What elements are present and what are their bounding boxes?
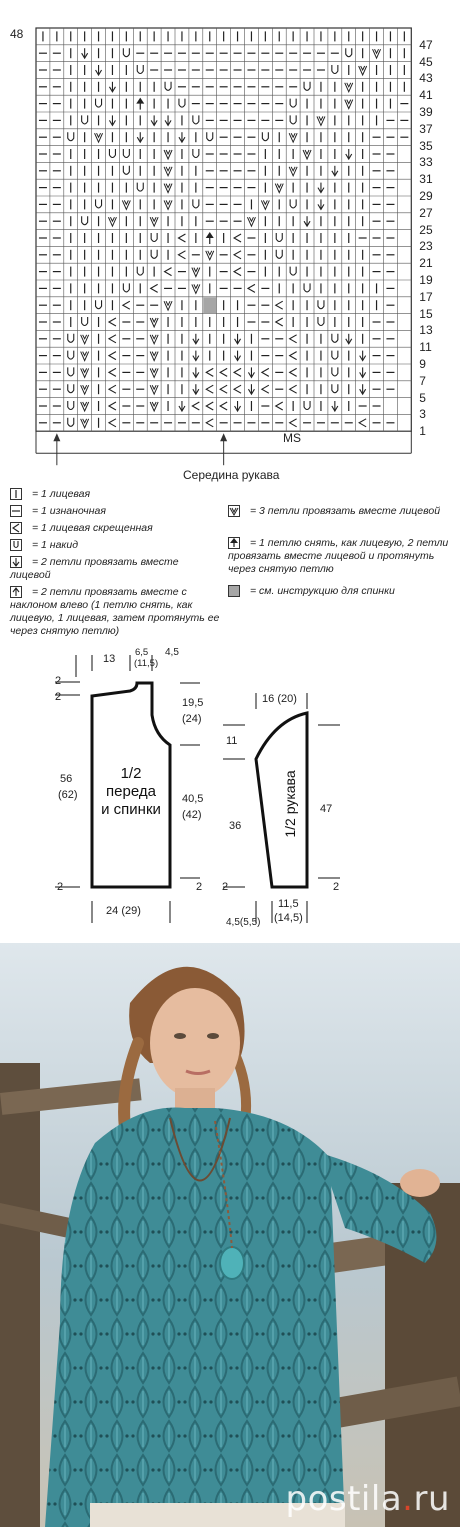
row-number-label: 9 <box>419 357 426 371</box>
dim-side: 40,5 <box>182 793 204 805</box>
row-number-label: 5 <box>419 390 426 405</box>
row-number-label: 7 <box>419 373 426 388</box>
dim-neck-width-2: (11,5) <box>134 658 159 669</box>
sleeve-piece-label: 1/2 рукава <box>282 770 298 838</box>
row-number-label: 37 <box>419 121 433 136</box>
row-number-label: 47 <box>419 37 433 52</box>
chart-top-row-label: 48 <box>10 27 24 41</box>
dim-sleeve-length: 36 <box>229 820 242 832</box>
row-number-label: 13 <box>419 323 433 338</box>
row-number-label: 25 <box>419 222 433 237</box>
chart-stitch <box>203 297 216 313</box>
row-number-label: 23 <box>419 239 433 254</box>
row-number-label: 45 <box>419 54 433 69</box>
row-number-label: 1 <box>419 424 426 439</box>
row-number-label: 17 <box>419 289 433 304</box>
dim-shoulder: 4,5 <box>165 647 179 658</box>
model-photo <box>0 943 460 1527</box>
row-number-label: 27 <box>419 205 433 220</box>
dim-left-2a: 2 <box>55 675 62 687</box>
row-number-label: 33 <box>419 155 433 170</box>
photo-illustration <box>0 943 460 1527</box>
row-number-label: 29 <box>419 189 433 203</box>
dim-height: 56 <box>60 773 73 785</box>
dim-cuff-width-2: (14,5) <box>274 912 303 924</box>
dim-cuff-width: 11,5 <box>278 898 299 910</box>
schematics <box>0 647 460 935</box>
dim-armhole: 19,5 <box>182 697 204 709</box>
dim-side-2: (42) <box>182 809 202 821</box>
body-piece-label: 1/2 переда и спинки <box>101 765 161 818</box>
dim-sleeve-bottom-left-2: 2 <box>222 881 229 893</box>
dim-top-left: 13 <box>103 653 116 665</box>
dim-sleeve-top: 16 (20) <box>262 693 297 705</box>
dim-sleeve-cap: 11 <box>226 735 238 747</box>
ms-label: MS <box>283 431 301 445</box>
dim-height-2: (62) <box>58 789 78 801</box>
dim-sleeve-right-length: 47 <box>320 803 333 815</box>
row-number-label: 31 <box>419 172 433 187</box>
chart-legend: = 1 лицевая = 1 изнаночная = 1 лицевая скрещенная = 1 накид = 2 петли провязать вместе лицевой = 2 петли провязать вместе с наклоном влево (1 петлю снять, как лицевую, 1 лицевая, затем протянуть ее через снятую петлю) = 3 петли провязать вместе лицевой = 1 петлю снять, как лицевую, 2 петли провязать вместе лицевой и протянуть через снятую петлю = см. инструкцию для спинки <box>10 488 449 637</box>
dim-cuff-left: 4,5(5,5) <box>226 917 261 928</box>
dim-bottom-right-2: 2 <box>196 881 203 893</box>
row-number-label: 19 <box>419 273 433 287</box>
row-number-label: 41 <box>419 88 433 103</box>
row-number-label: 3 <box>419 407 426 422</box>
postila-watermark: postila.ru <box>285 1479 450 1519</box>
row-number-label: 35 <box>419 138 433 153</box>
row-number-label: 15 <box>419 306 433 321</box>
dim-neck-width: 6,5 <box>135 647 149 658</box>
row-number-label: 21 <box>419 256 433 271</box>
dim-width: 24 (29) <box>106 905 141 917</box>
dim-left-2b: 2 <box>55 691 62 703</box>
dim-sleeve-bottom-right-2: 2 <box>333 881 340 893</box>
row-number-label: 11 <box>419 340 432 355</box>
row-number-label: 43 <box>419 71 433 86</box>
row-number-label: 39 <box>419 105 433 119</box>
dim-armhole-2: (24) <box>182 713 202 725</box>
chart-grid <box>0 0 460 480</box>
dim-bottom-left-2: 2 <box>57 881 64 893</box>
sleeve-center-label: Середина рукава <box>183 468 280 482</box>
